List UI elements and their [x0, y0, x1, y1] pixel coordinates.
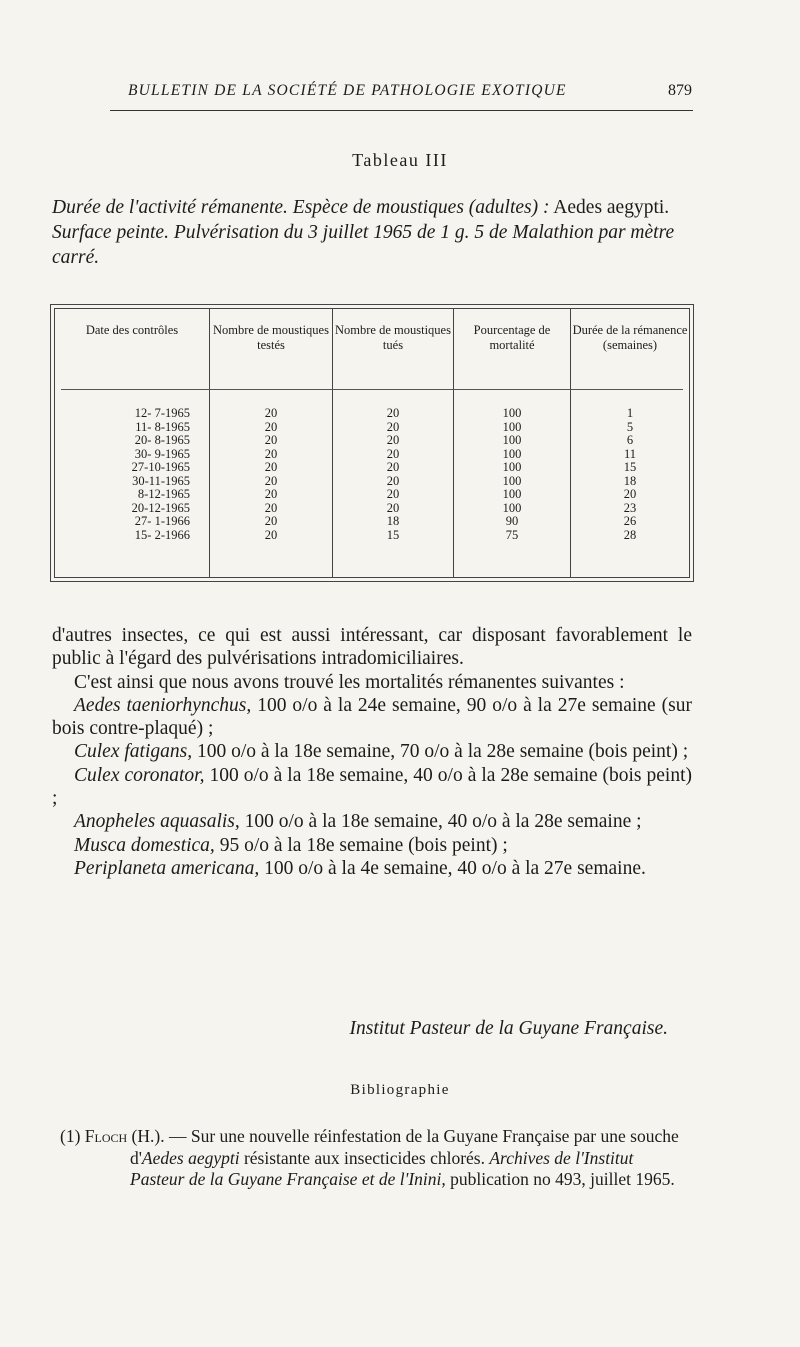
species-name: Periplaneta americana,: [74, 857, 260, 879]
table-cell: 8-12-1965: [137, 487, 190, 501]
table-title: Tableau III: [352, 150, 448, 170]
body-text: [52, 624, 692, 880]
header-tested: Nombre de moustiques testés: [213, 323, 329, 352]
species-name: Anopheles aquasalis,: [74, 811, 240, 833]
table-cell: 100: [502, 419, 522, 434]
table-cell: 18: [386, 514, 400, 528]
header-divider: [61, 389, 683, 390]
table-cell: 20: [386, 500, 400, 515]
result-item: [52, 834, 692, 857]
table-cell: 18: [623, 473, 637, 488]
ref-number: (1): [60, 1126, 81, 1146]
caption-part-1: Durée de l'activité rémanente. Espèce de moustiques (adultes) :: [52, 197, 550, 218]
table-cell: 15: [386, 527, 400, 542]
ref-species: Aedes aegypti: [141, 1147, 240, 1168]
table-caption: [52, 195, 692, 270]
table-cell: 20: [386, 446, 400, 461]
table-cell: 1: [626, 406, 634, 420]
table-cell: 27- 1-1966: [134, 514, 190, 528]
table-cell: 100: [502, 473, 522, 488]
ref-author: Floch (H.).: [84, 1126, 165, 1146]
table-cell: 5: [626, 419, 634, 434]
table-cell: 75: [505, 527, 519, 542]
table-cell: 20: [386, 473, 400, 488]
table-cell: 90: [505, 514, 519, 528]
bibliography: [60, 1126, 692, 1191]
table-cell: 11- 8-1965: [135, 419, 190, 434]
result-text: 95 o/o à la 18e semaine (bois peint) ;: [214, 834, 508, 856]
table-cell: 20: [386, 487, 400, 501]
caption-part-2: Surface peinte. Pulvérisation du 3 juillet 1965 de 1 g. 5 de Malathion par mètre carré.: [52, 222, 675, 268]
column-duration: [571, 407, 689, 542]
table-cell: 27-10-1965: [131, 460, 190, 474]
table-inner-frame: [54, 308, 690, 578]
table-cell: 15- 2-1966: [134, 527, 190, 542]
table-cell: 20: [264, 487, 278, 501]
result-item: [52, 857, 692, 880]
table-cell: 26: [623, 514, 637, 528]
ref-text-1: — Sur une nouvelle réinfestation de la Guyane Française par une souche d': [130, 1126, 679, 1168]
result-item: [52, 694, 692, 741]
table-cell: 11: [623, 446, 637, 461]
table-cell: 20: [264, 446, 278, 461]
caption-species: Aedes aegypti.: [553, 197, 670, 218]
table-cell: 20: [264, 500, 278, 515]
header-duration: Durée de la rémanence (semaines): [572, 323, 688, 352]
species-name: Aedes taeniorhynchus,: [74, 694, 252, 716]
table-cell: 30- 9-1965: [134, 446, 190, 461]
table-cell: 100: [502, 487, 522, 501]
table-cell: 30-11-1965: [132, 473, 190, 488]
table-cell: 28: [623, 527, 637, 542]
table-cell: 15: [623, 460, 637, 474]
reference-1: [60, 1126, 692, 1191]
table-cell: 23: [623, 500, 637, 515]
result-item: [52, 740, 692, 763]
ref-publication: publication no 493, juillet 1965.: [445, 1169, 675, 1189]
table-cell: 100: [502, 500, 522, 515]
header-date: Date des contrôles: [85, 323, 179, 337]
running-head: [0, 82, 800, 108]
result-text: 100 o/o à la 18e semaine, 40 o/o à la 28e semaine ;: [239, 811, 642, 833]
table-cell: 6: [626, 433, 634, 447]
column-mortality: [454, 407, 570, 542]
table-cell: 100: [502, 433, 522, 447]
table-cell: 20-12-1965: [131, 500, 190, 515]
table-cell: 20: [264, 514, 278, 528]
table-cell: 20: [623, 487, 637, 501]
result-text: 100 o/o à la 4e semaine, 40 o/o à la 27e semaine.: [259, 857, 646, 879]
table-cell: 100: [502, 446, 522, 461]
result-item: [52, 810, 692, 833]
table-cell: 100: [502, 460, 522, 474]
table-cell: 20: [264, 419, 278, 434]
species-name: Culex fatigans,: [74, 741, 193, 763]
ref-journal: Archives de l'Institut Pasteur de la Guyane Française et de l'Inini,: [130, 1147, 634, 1189]
column-tested: [210, 407, 332, 542]
signature: Institut Pasteur de la Guyane Française.: [349, 1018, 668, 1039]
result-text: 100 o/o à la 24e semaine, 90 o/o à la 27e semaine (sur bois contre-plaqué) ;: [52, 694, 692, 740]
result-text: 100 o/o à la 18e semaine, 40 o/o à la 28e semaine (bois peint) ;: [52, 764, 692, 810]
header-killed: Nombre de moustiques tués: [335, 323, 451, 352]
table-cell: 100: [502, 406, 522, 420]
journal-title: BULLETIN DE LA SOCIÉTÉ DE PATHOLOGIE EXOTIQUE: [128, 82, 567, 99]
results-list: [52, 694, 692, 880]
results-table: [50, 304, 694, 582]
result-text: 100 o/o à la 18e semaine, 70 o/o à la 28e semaine (bois peint) ;: [192, 741, 689, 763]
table-cell: 20: [264, 527, 278, 542]
table-cell: 20: [386, 460, 400, 474]
table-cell: 20: [386, 433, 400, 447]
column-dates: [90, 407, 190, 542]
table-cell: 20: [264, 406, 278, 420]
ref-text-2: résistante aux insecticides chlorés.: [239, 1147, 485, 1168]
table-cell: 20- 8-1965: [134, 433, 190, 447]
column-killed: [333, 407, 453, 542]
header-mortality: Pourcentage de mortalité: [473, 323, 551, 352]
paragraph-2: C'est ainsi que nous avons trouvé les mortalités rémanentes suivantes :: [74, 671, 625, 693]
species-name: Musca domestica,: [74, 834, 215, 856]
page-number: 879: [668, 82, 692, 99]
table-cell: 20: [264, 460, 278, 474]
paragraph-1: d'autres insectes, ce qui est aussi intéressant, car disposant favorablement le public à l'égard des pulvérisations intradomiciliaires.: [52, 625, 692, 670]
table-cell: 12- 7-1965: [134, 406, 190, 420]
header-rule: [110, 110, 693, 111]
table-cell: 20: [264, 473, 278, 488]
table-cell: 20: [386, 406, 400, 420]
table-cell: 20: [386, 419, 400, 434]
bibliography-title: Bibliographie: [350, 1082, 450, 1098]
table-cell: 20: [264, 433, 278, 447]
result-item: [52, 764, 692, 811]
species-name: Culex coronator,: [74, 764, 205, 786]
